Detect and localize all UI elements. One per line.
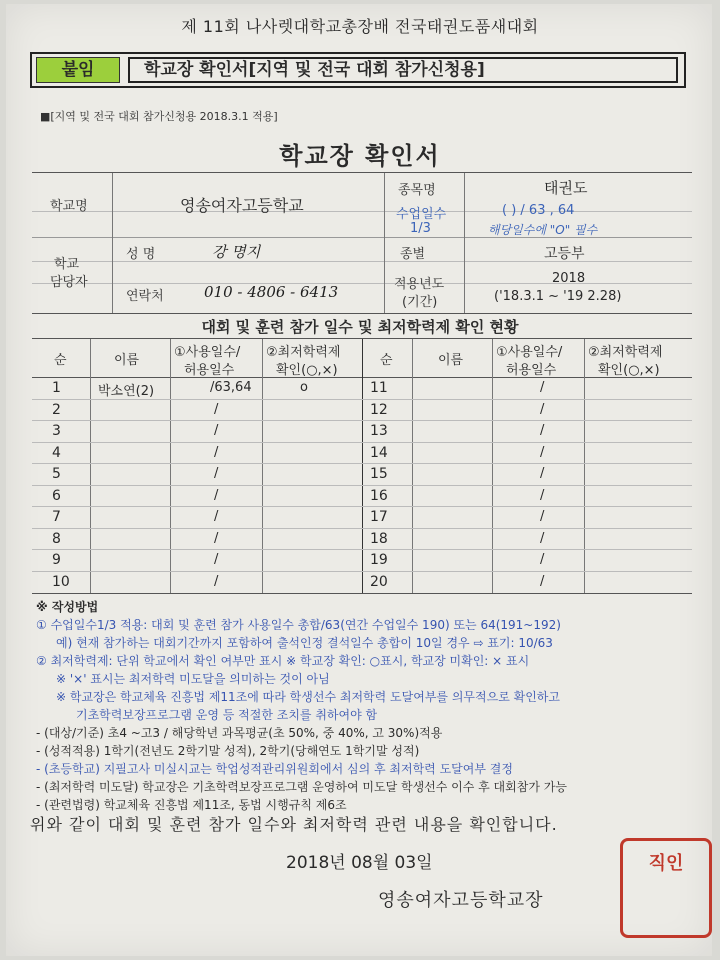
col-days-2: 허용일수 [184,363,235,378]
row-number-right: 13 [370,423,388,439]
row-divider [32,420,692,421]
divider [262,339,263,593]
row-days-right: / [540,530,545,546]
official-seal [620,838,712,938]
row-days: / [214,423,219,438]
row-number-right: 19 [370,552,388,568]
row-number: 6 [52,487,61,504]
row-number-right: 20 [370,573,388,590]
row-divider [32,399,692,400]
row-days-right: / [540,401,545,417]
col-days: ①사용일수/ [174,345,241,360]
col-days-right: ①사용일수/ [496,345,563,360]
row-days: / [214,466,219,481]
contact-label: 연락처 [126,289,164,304]
divider [384,173,385,313]
school-name-value: 영송여자고등학교 [180,196,304,215]
method-line-11: - (관련법령) 학교체육 진흥법 제11조, 동법 시행규칙 제6조 [36,798,347,812]
method-line-8: - (성적적용) 1학기(전년도 2학기말 성적), 2학기(당해연도 1학기말 성적) [36,744,420,758]
col-min: ②최저학력제 [266,345,341,360]
row-number: 4 [52,444,61,461]
row-number-right: 12 [370,401,388,418]
method-line-4: ※ '×' 표시는 최저학력 미도달을 의미하는 것이 아님 [56,672,330,686]
row-days-right: / [540,444,545,460]
divider [32,283,692,284]
year-label-2: (기간) [402,295,438,310]
name-label: 성 명 [126,247,156,262]
principal-name: 영송여자고등학교장 [378,890,544,911]
row-number: 7 [52,509,61,525]
row-days: /63,64 [210,380,252,395]
row-days: / [214,573,219,589]
confirmation-statement: 위와 같이 대회 및 훈련 참가 일수와 최저학력 관련 내용을 확인합니다. [30,815,558,834]
row-divider [32,506,692,507]
row-number: 3 [52,423,61,439]
form-title: 학교장 확인서 [279,142,441,170]
category-value: 고등부 [544,246,585,262]
row-name: 박소연(2) [98,384,155,399]
row-days: / [214,509,219,524]
method-heading: ※ 작성방법 [36,600,99,614]
year-period: ('18.3.1 ~ '19 2.28) [494,289,622,304]
col-name-right: 이름 [438,353,464,368]
teacher-name-value: 강 명지 [212,243,261,261]
row-divider [32,442,692,443]
divider [584,339,585,593]
row-divider [32,528,692,529]
confirmation-date: 2018년 08월 03일 [286,853,433,873]
row-days-right: / [540,552,545,567]
divider [32,211,692,212]
row-check: o [300,380,308,395]
method-line-10: - (최저학력 미도달) 학교장은 기초학력보장프로그램 운영하여 미도달 학생선수 이수 후 대회참가 가능 [36,780,567,794]
row-days-right: / [540,509,545,524]
row-divider [32,463,692,464]
method-line-9: - (초등학교) 지필고사 미실시교는 학업성적관리위원회에서 심의 후 최저학력 도달여부 결정 [36,762,513,776]
method-line-2: 예) 현재 참가하는 대회기간까지 포함하여 출석인정 결석일수 총합이 10일 경우 ⇨ 표기: 10/63 [56,636,553,650]
divider [492,339,493,593]
class-days-note: 해당일수에 "O" 필수 [488,223,598,237]
method-line-3: ② 최저학력제: 단위 학교에서 확인 여부만 표시 ※ 학교장 확인: ○표시, 학교장 미확인: × 표시 [36,654,530,668]
teacher-label-2: 담당자 [50,275,88,290]
status-table [32,338,692,594]
row-number-right: 11 [370,380,388,396]
applicability-note: ■[지역 및 전국 대회 참가신청용 2018.3.1 적용] [40,110,278,123]
category-label: 종별 [400,247,426,262]
row-number-right: 18 [370,530,388,547]
event-title: 제 11회 나사렛대학교총장배 전국태권도품새대회 [181,17,539,36]
col-name: 이름 [114,353,140,368]
row-days: / [214,487,219,503]
row-days: / [214,444,219,460]
attachment-title: 학교장 확인서[지역 및 전국 대회 참가신청용] [128,57,678,83]
col-min-right-2: 확인(○,×) [598,363,660,378]
row-number: 2 [52,401,61,418]
row-days: / [214,401,219,417]
method-line-5: ※ 학교장은 학교체육 진흥법 제11조에 따라 학생선수 최저학력 도달여부를 의무적으로 확인하고 [56,690,560,704]
divider [464,173,465,313]
row-divider [32,485,692,486]
row-divider [32,549,692,550]
row-days-right: / [540,423,545,438]
school-info-table [32,172,692,314]
sport-label: 종목명 [398,183,436,198]
divider [412,339,413,593]
row-divider [32,571,692,572]
divider [90,339,91,593]
sport-value: 태권도 [544,179,588,197]
row-number-right: 15 [370,466,388,482]
class-days-label: 수업일수 [396,207,447,222]
divider [112,173,113,313]
method-line-6: 기초학력보장프로그램 운영 등 적절한 조치를 취하여야 함 [76,708,378,722]
col-no-right: 순 [380,353,393,368]
class-days-fraction: 1/3 [410,221,431,236]
row-days-right: / [540,380,545,395]
status-section-title: 대회 및 훈련 참가 일수 및 최저학력제 확인 현황 [201,318,519,336]
class-days-value: ( ) / 63 , 64 [502,203,575,218]
year-value: 2018 [552,271,586,286]
seal-mark: 직인 [648,853,684,874]
col-min-right: ②최저학력제 [588,345,663,360]
row-number-right: 14 [370,444,388,461]
row-number-right: 17 [370,509,388,525]
row-number: 1 [52,380,61,396]
row-number: 5 [52,466,61,482]
year-label-1: 적용년도 [394,277,445,292]
row-number-right: 16 [370,487,388,504]
contact-value: 010 - 4806 - 6413 [204,283,339,301]
col-no: 순 [54,353,67,368]
divider [170,339,171,593]
row-days-right: / [540,573,545,589]
row-days-right: / [540,466,545,481]
method-line-1: ① 수업일수1/3 적용: 대회 및 훈련 참가 사용일수 총합/63(연간 수업일수 190) 또는 64(191~192) [36,618,561,632]
row-days: / [214,552,219,567]
col-min-2: 확인(○,×) [276,363,338,378]
row-number: 10 [52,573,70,590]
row-days-right: / [540,487,545,503]
divider [362,339,363,593]
attachment-header [30,52,686,88]
teacher-label-1: 학교 [54,257,80,272]
attachment-tag: 붙임 [36,57,120,83]
row-number: 8 [52,530,61,547]
col-days-right-2: 허용일수 [506,363,557,378]
row-number: 9 [52,552,61,568]
row-days: / [214,530,219,546]
method-line-7: - (대상/기준) 초4 ~고3 / 해당학년 과목평균(초 50%, 중 40%, 고 30%)적용 [36,726,443,740]
school-name-label: 학교명 [50,199,88,214]
